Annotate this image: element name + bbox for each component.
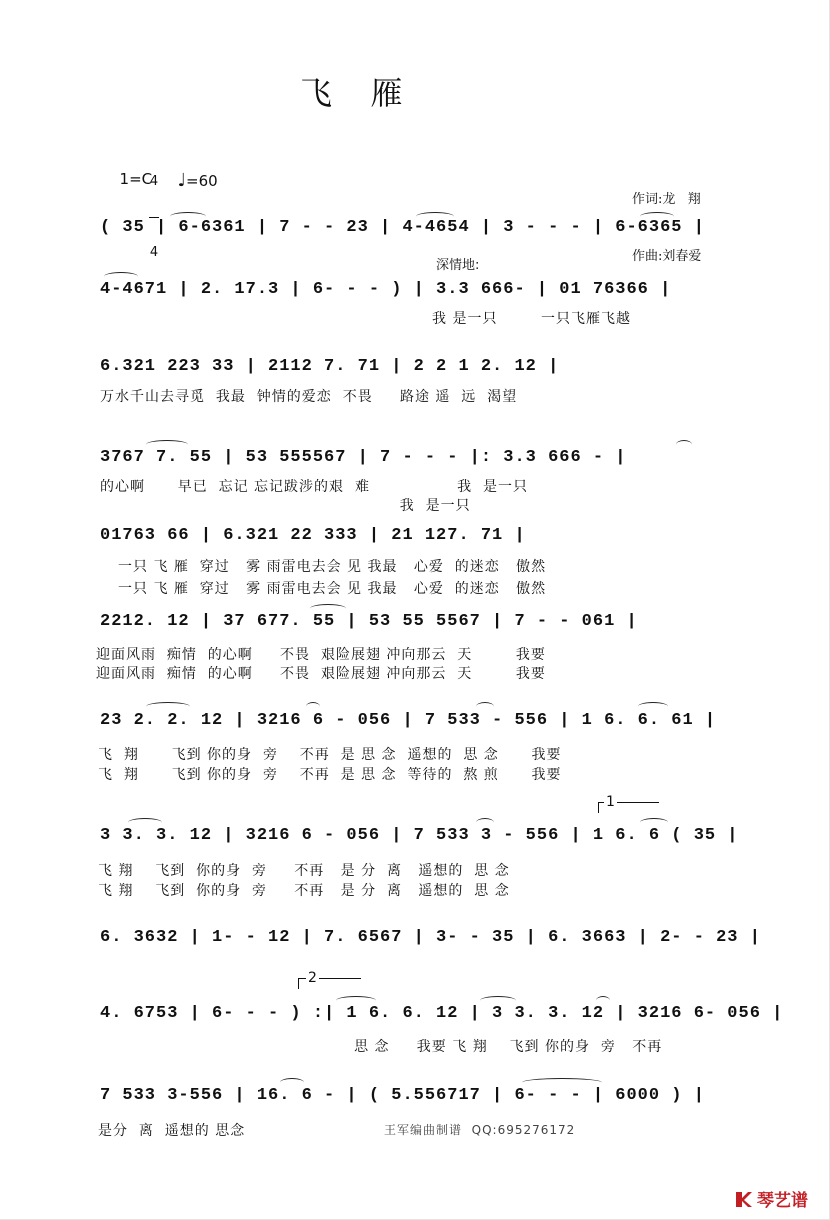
lyrics-line-5-verse-2: 一只 飞 雁 穿过 雾 雨雷电去会 见 我最 心爱 的迷恋 傲然: [118, 581, 547, 597]
slur: [146, 440, 188, 449]
lyrics-line-11-verse-1: 是分 离 遥想的 思念: [98, 1123, 246, 1139]
lyrics-line-6-verse-2: 迎面风雨 痴情 的心啊 不畏 艰险展翅 冲向那云 天 我要: [96, 666, 546, 682]
slur: [676, 440, 692, 449]
lyrics-line-2-verse-1: 我 是一只 一只飞雁飞越: [432, 311, 632, 327]
lyricist: 作词:龙 翔: [632, 192, 701, 207]
lyrics-line-8-verse-1: 飞 翔 飞到 你的身 旁 不再 是 分 离 遥想的 思 念: [98, 863, 510, 879]
lyrics-line-4-verse-1: 的心啊 早已 忘记 忘记跋涉的艰 难 我 是一只: [100, 479, 529, 495]
notation-line-6: 2212. 12 | 37 677. 55 | 53 55 5567 | 7 - - 061 |: [100, 612, 638, 631]
lyrics-line-4-verse-2: 我 是一只: [100, 498, 471, 514]
slur: [128, 818, 162, 827]
slur: [476, 702, 494, 711]
volta-1-label: 1: [606, 794, 615, 810]
notation-line-1: ( 35 | 6-6361 | 7 - - 23 | 4-4654 | 3 - - - | 6-6365 |: [100, 218, 705, 237]
time-signature-bottom: 4: [149, 245, 159, 260]
time-signature: [149, 147, 159, 274]
notation-line-3: 6.321 223 33 | 2112 7. 71 | 2 2 1 2. 12 |: [100, 357, 560, 376]
slur: [476, 818, 494, 827]
lyrics-line-6-verse-1: 迎面风雨 痴情 的心啊 不畏 艰险展翅 冲向那云 天 我要: [96, 647, 546, 663]
lyrics-line-8-verse-2: 飞 翔 飞到 你的身 旁 不再 是 分 离 遥想的 思 念: [98, 883, 510, 899]
transcriber-credit: 王军编曲制谱 QQ:695276172: [384, 1123, 576, 1137]
lyrics-line-10-verse-1: 思 念 我要 飞 翔 飞到 你的身 旁 不再: [256, 1039, 663, 1055]
slur: [170, 212, 206, 221]
watermark-logo: [734, 1186, 808, 1211]
notation-line-4: 3767 7. 55 | 53 555567 | 7 - - - |: 3.3 666 - |: [100, 448, 627, 467]
notation-line-5: 01763 66 | 6.321 22 333 | 21 127. 71 |: [100, 526, 526, 545]
lyrics-line-5-verse-1: 一只 飞 雁 穿过 雾 雨雷电去会 见 我最 心爱 的迷恋 傲然: [118, 559, 547, 575]
slur: [146, 702, 190, 711]
slur: [104, 272, 138, 281]
notation-line-10: 4. 6753 | 6- - - ) :| 1 6. 6. 12 | 3 3. 3. 12 | 3216 6- 056 |: [100, 1004, 784, 1023]
key-label: 1=C: [119, 170, 153, 188]
notation-line-11: 7 533 3-556 | 16. 6 - | ( 5.556717 | 6- - - | 6000 ) |: [100, 1086, 705, 1105]
song-title: 飞 雁: [300, 74, 405, 112]
slur: [640, 818, 668, 827]
slur: [596, 996, 610, 1005]
slur: [638, 702, 668, 711]
slur: [640, 212, 674, 221]
notation-line-8: 3 3. 3. 12 | 3216 6 - 056 | 7 533 3 - 556 | 1 6. 6 ( 35 |: [100, 826, 739, 845]
time-signature-top: 4: [149, 174, 159, 189]
volta-2-label: 2: [308, 970, 317, 986]
expression-mark: 深情地:: [436, 258, 480, 273]
lyrics-line-7-verse-2: 飞 翔 飞到 你的身 旁 不再 是 思 念 等待的 熬 煎 我要: [98, 767, 562, 783]
composer: 作曲:刘春爱: [632, 249, 702, 264]
slur: [336, 996, 376, 1005]
slur: [522, 1078, 602, 1087]
slur: [280, 1078, 304, 1087]
slur: [306, 702, 320, 711]
quarter-note-icon: ♩: [177, 170, 187, 191]
key-signature: [110, 152, 152, 188]
notation-line-7: 23 2. 2. 12 | 3216 6 - 056 | 7 533 - 556 | 1 6. 6. 61 |: [100, 711, 717, 730]
notation-line-9: 6. 3632 | 1- - 12 | 7. 6567 | 3- - 35 | 6. 3663 | 2- - 23 |: [100, 928, 761, 947]
brand-icon: [734, 1189, 754, 1209]
slur: [416, 212, 454, 221]
slur: [310, 604, 346, 613]
lyrics-line-7-verse-1: 飞 翔 飞到 你的身 旁 不再 是 思 念 遥想的 思 念 我要: [98, 747, 562, 763]
watermark-text: 琴艺谱: [757, 1191, 808, 1211]
tempo-value: =60: [186, 172, 218, 190]
tempo: [168, 152, 218, 191]
slur: [480, 996, 516, 1005]
lyrics-line-3-verse-1: 万水千山去寻觅 我最 钟情的爱恋 不畏 路途 遥 远 渴望: [100, 389, 518, 405]
notation-line-2: 4-4671 | 2. 17.3 | 6- - - ) | 3.3 666- | 01 76366 |: [100, 280, 672, 299]
